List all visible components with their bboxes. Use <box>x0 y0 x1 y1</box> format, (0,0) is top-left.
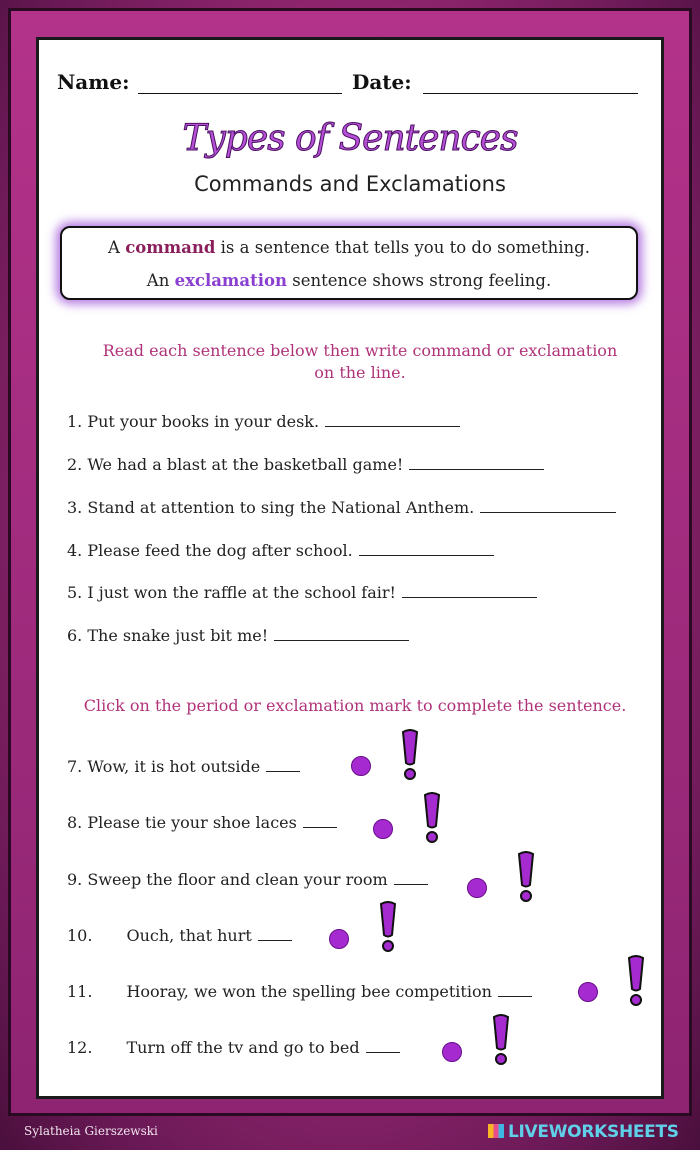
exclamation-option-7[interactable] <box>399 729 421 781</box>
instructions-part2: Click on the period or exclamation mark to complete the sentence. <box>83 696 627 715</box>
question-9: 9. Sweep the floor and clean your room <box>67 870 428 889</box>
exclamation-option-12[interactable] <box>490 1014 512 1066</box>
question-1: 1. Put your books in your desk. <box>67 412 460 431</box>
instructions-part1-line2: on the line. <box>314 363 406 382</box>
question-3: 3. Stand at attention to sing the National Anthem. <box>67 498 616 517</box>
exclamation-option-9[interactable] <box>515 851 537 903</box>
question-11: 11. Hooray, we won the spelling bee competition <box>67 982 532 1001</box>
liveworksheets-icon <box>488 1124 504 1138</box>
question-6: 6. The snake just bit me! <box>67 626 409 645</box>
answer-line-6[interactable] <box>274 626 409 641</box>
answer-line-3[interactable] <box>480 498 616 513</box>
command-keyword: command <box>125 238 216 257</box>
answer-blank-8 <box>303 813 337 828</box>
exclamation-option-10[interactable] <box>377 901 399 953</box>
period-option-8[interactable] <box>373 819 393 839</box>
answer-blank-9 <box>394 870 428 885</box>
question-7: 7. Wow, it is hot outside <box>67 757 300 776</box>
instructions-part1-line1: Read each sentence below then write command or exclamation <box>102 341 618 360</box>
answer-line-5[interactable] <box>402 583 537 598</box>
name-label: Name: <box>57 70 130 94</box>
question-5: 5. I just won the raffle at the school fair! <box>67 583 537 602</box>
answer-line-4[interactable] <box>359 541 494 556</box>
question-8: 8. Please tie your shoe laces <box>67 813 337 832</box>
answer-line-1[interactable] <box>325 412 460 427</box>
exclamation-definition: An exclamation sentence shows strong feeling. <box>146 271 552 290</box>
page-title: Types of Sentences <box>182 118 518 159</box>
definition-box <box>60 226 638 300</box>
answer-blank-11 <box>498 982 532 997</box>
period-option-11[interactable] <box>578 982 598 1002</box>
exclamation-option-8[interactable] <box>421 792 443 844</box>
period-option-12[interactable] <box>442 1042 462 1062</box>
exclamation-keyword: exclamation <box>174 271 287 290</box>
page-subtitle: Commands and Exclamations <box>194 172 506 196</box>
author-credit: Sylatheia Gierszewski <box>24 1124 158 1138</box>
command-definition: A command is a sentence that tells you to do something. <box>108 238 590 257</box>
period-option-9[interactable] <box>467 878 487 898</box>
exclamation-option-11[interactable] <box>625 955 647 1007</box>
date-label: Date: <box>352 70 412 94</box>
question-12: 12. Turn off the tv and go to bed <box>67 1038 400 1057</box>
question-2: 2. We had a blast at the basketball game! <box>67 455 544 474</box>
answer-line-2[interactable] <box>409 455 544 470</box>
answer-blank-10 <box>258 926 292 941</box>
period-option-10[interactable] <box>329 929 349 949</box>
question-4: 4. Please feed the dog after school. <box>67 541 494 560</box>
answer-blank-12 <box>366 1038 400 1053</box>
name-field[interactable] <box>138 93 342 94</box>
answer-blank-7 <box>266 757 300 772</box>
date-field[interactable] <box>423 93 638 94</box>
period-option-7[interactable] <box>351 756 371 776</box>
question-10: 10. Ouch, that hurt <box>67 926 292 945</box>
liveworksheets-logo[interactable]: LIVEWORKSHEETS <box>488 1122 679 1142</box>
